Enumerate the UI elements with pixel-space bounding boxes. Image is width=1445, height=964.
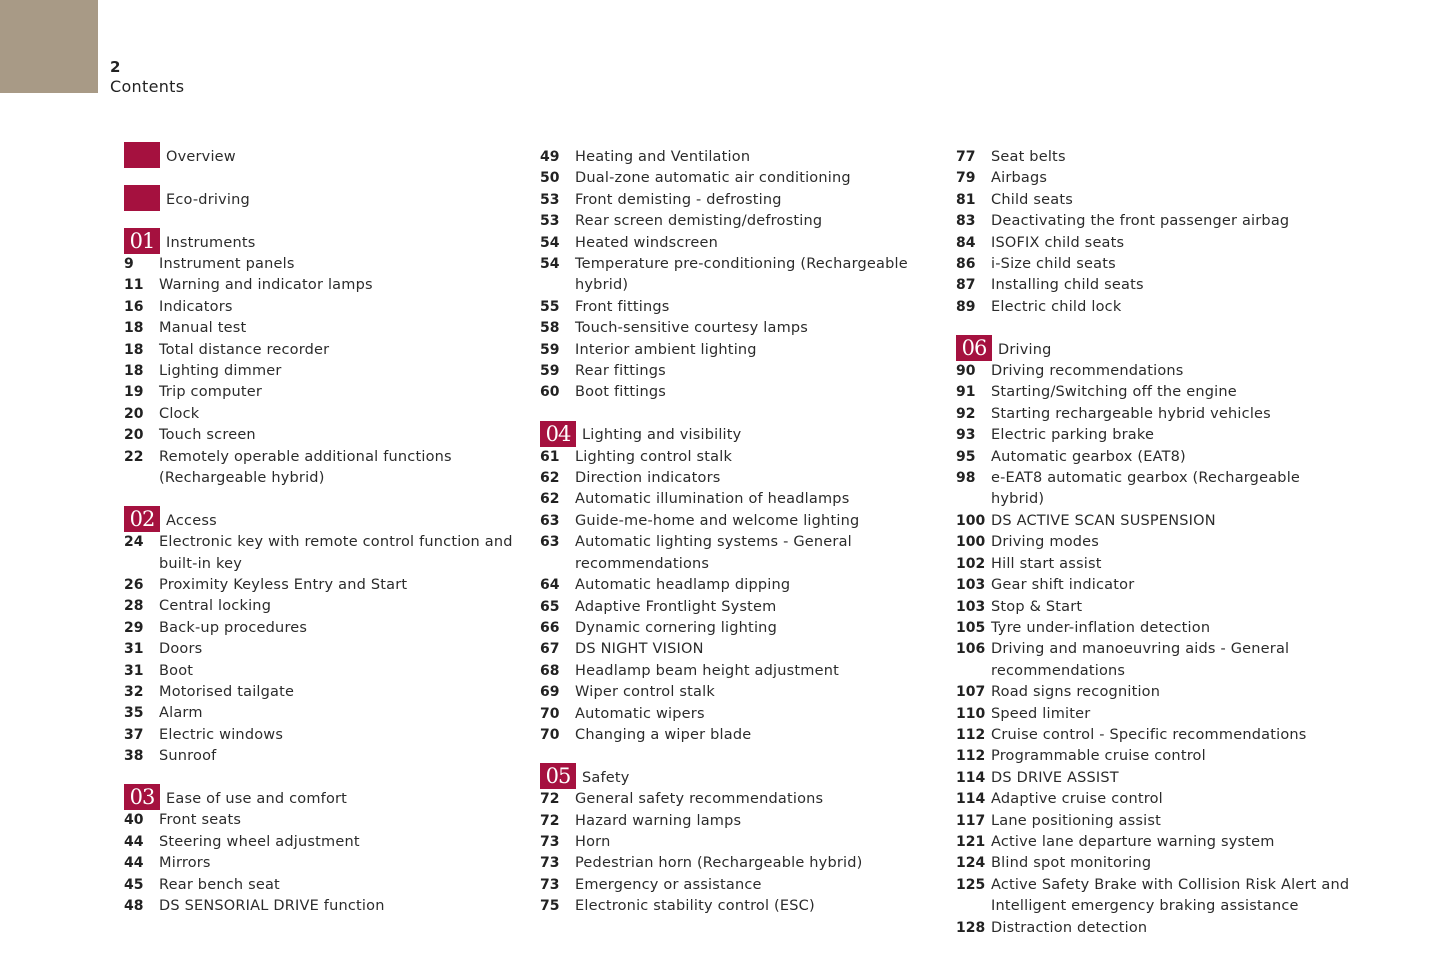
entry-page-number: 83 — [956, 213, 976, 230]
entry-page-number: 20 — [124, 427, 144, 444]
entry-title: Starting rechargeable hybrid vehicles — [991, 405, 1271, 422]
entry-title: Electric parking brake — [991, 427, 1155, 444]
entry-title: Adaptive Frontlight System — [575, 598, 777, 615]
toc-entry[interactable] — [124, 810, 524, 831]
toc-entry[interactable] — [124, 661, 524, 682]
entry-page-number: 95 — [956, 448, 976, 465]
toc-entry[interactable] — [124, 297, 524, 318]
section-heading[interactable] — [124, 147, 524, 168]
entry-title: Boot fittings — [575, 384, 667, 401]
entry-title: Road signs recognition — [991, 684, 1161, 701]
entry-title: Indicators — [159, 298, 233, 315]
entry-title: Deactivating the front passenger airbag — [991, 213, 1290, 230]
entry-title: Steering wheel adjustment — [159, 833, 360, 850]
toc-entry[interactable] — [540, 811, 940, 832]
entry-page-number: 70 — [540, 726, 560, 743]
section-heading[interactable] — [956, 336, 1356, 361]
chapter-badge — [124, 185, 160, 211]
entry-title: Horn — [575, 833, 611, 850]
entry-title: Front fittings — [575, 298, 670, 315]
entry-page-number: 37 — [124, 726, 144, 743]
toc-entry[interactable] — [956, 597, 1356, 618]
toc-entry[interactable] — [956, 190, 1356, 211]
entry-page-number: 40 — [124, 812, 144, 829]
entry-title: Active Safety Brake with Collision Risk Alert and Intelligent emergency braking assistance — [991, 876, 1350, 915]
entry-title: Direction indicators — [575, 470, 721, 487]
entry-title: Trip computer — [159, 384, 263, 401]
toc-entry[interactable] — [124, 361, 524, 382]
entry-title: Changing a wiper blade — [575, 726, 752, 743]
entry-title: Driving modes — [991, 534, 1100, 551]
toc-entry[interactable] — [124, 875, 524, 896]
entry-title: Rear bench seat — [159, 876, 280, 893]
toc-entry[interactable] — [540, 190, 940, 211]
entry-title: Driving recommendations — [991, 363, 1184, 380]
toc-entry[interactable] — [540, 896, 940, 917]
page-title: Contents — [110, 77, 185, 96]
entry-title: Electronic key with remote control function and built-in key — [159, 534, 513, 572]
section-heading[interactable] — [124, 228, 524, 254]
entry-page-number: 121 — [956, 833, 986, 850]
entry-page-number: 70 — [540, 705, 560, 722]
entry-page-number: 65 — [540, 598, 560, 615]
entry-page-number: 73 — [540, 876, 560, 893]
toc-entry[interactable] — [124, 447, 524, 490]
entry-page-number: 110 — [956, 705, 986, 722]
entry-title: Cruise control - Specific recommendations — [991, 726, 1307, 743]
section-spacer — [540, 404, 940, 425]
entry-title: Warning and indicator lamps — [159, 277, 373, 294]
toc-entry[interactable] — [540, 575, 940, 596]
entry-page-number: 32 — [124, 684, 144, 701]
toc-entry[interactable] — [540, 340, 940, 361]
entry-page-number: 100 — [956, 534, 986, 551]
entry-page-number: 128 — [956, 919, 986, 936]
toc-entry[interactable] — [956, 468, 1356, 511]
entry-page-number: 53 — [540, 213, 560, 230]
entry-title: Automatic wipers — [575, 705, 705, 722]
toc-entry[interactable] — [540, 704, 940, 725]
toc-entry[interactable] — [540, 361, 940, 382]
toc-entry[interactable] — [956, 704, 1356, 725]
toc-entry[interactable] — [540, 511, 940, 532]
entry-title: Stop & Start — [991, 598, 1083, 615]
entry-title: Installing child seats — [991, 277, 1144, 294]
entry-page-number: 20 — [124, 405, 144, 422]
chapter-badge: 05 — [540, 763, 576, 789]
entry-page-number: 112 — [956, 748, 986, 765]
toc-entry[interactable] — [124, 340, 524, 361]
entry-page-number: 19 — [124, 384, 144, 401]
entry-title: Headlamp beam height adjustment — [575, 662, 840, 679]
entry-title: Dynamic cornering lighting — [575, 619, 777, 636]
entry-title: DS DRIVE ASSIST — [991, 769, 1119, 786]
toc-entry[interactable] — [124, 254, 524, 275]
toc-entry[interactable] — [956, 511, 1356, 532]
entry-title: Mirrors — [159, 855, 211, 872]
entry-title: Rear screen demisting/defrosting — [575, 213, 823, 230]
section-title: Lighting and visibility — [582, 427, 742, 444]
entry-page-number: 107 — [956, 684, 986, 701]
entry-page-number: 89 — [956, 298, 976, 315]
section-heading[interactable] — [540, 764, 940, 789]
entry-page-number: 72 — [540, 812, 560, 829]
section-heading[interactable] — [124, 190, 524, 211]
toc-entry[interactable] — [956, 275, 1356, 296]
entry-title: Emergency or assistance — [575, 876, 762, 893]
toc-entry[interactable] — [956, 618, 1356, 639]
section-title: Ease of use and comfort — [166, 791, 348, 808]
toc-entry[interactable] — [124, 618, 524, 639]
toc-entry[interactable] — [956, 554, 1356, 575]
entry-page-number: 38 — [124, 748, 144, 765]
entry-title: Lighting control stalk — [575, 448, 733, 465]
entry-title: Speed limiter — [991, 705, 1091, 722]
entry-title: Clock — [159, 405, 200, 422]
page-number: 2 — [110, 58, 121, 76]
toc-entry[interactable] — [956, 211, 1356, 232]
chapter-badge: 02 — [124, 506, 160, 532]
chapter-badge: 03 — [124, 784, 160, 810]
chapter-badge — [124, 142, 160, 168]
toc-entry[interactable] — [540, 661, 940, 682]
toc-entry[interactable] — [540, 297, 940, 318]
entry-page-number: 124 — [956, 855, 986, 872]
entry-title: Hazard warning lamps — [575, 812, 742, 829]
entry-page-number: 90 — [956, 363, 976, 380]
entry-page-number: 79 — [956, 170, 976, 187]
entry-title: Electric windows — [159, 726, 284, 743]
entry-title: Instrument panels — [159, 255, 295, 272]
entry-title: e-EAT8 automatic gearbox (Rechargeable hybrid) — [991, 470, 1301, 508]
entry-page-number: 55 — [540, 298, 560, 315]
entry-title: Hill start assist — [991, 555, 1102, 572]
section-title: Eco-driving — [166, 191, 250, 208]
entry-title: Front demisting - defrosting — [575, 191, 782, 208]
entry-page-number: 72 — [540, 791, 560, 808]
entry-title: Pedestrian horn (Rechargeable hybrid) — [575, 855, 863, 872]
entry-page-number: 117 — [956, 812, 986, 829]
toc-entry[interactable] — [124, 725, 524, 746]
entry-title: DS NIGHT VISION — [575, 641, 704, 658]
entry-page-number: 114 — [956, 769, 986, 786]
toc-entry[interactable] — [540, 875, 940, 896]
entry-page-number: 22 — [124, 448, 144, 465]
entry-title: Automatic headlamp dipping — [575, 577, 791, 594]
entry-title: Rear fittings — [575, 363, 666, 380]
toc-entry[interactable] — [956, 447, 1356, 468]
toc-entry[interactable] — [540, 532, 940, 575]
entry-page-number: 112 — [956, 726, 986, 743]
entry-title: Sunroof — [159, 748, 217, 765]
entry-page-number: 54 — [540, 234, 560, 251]
entry-page-number: 31 — [124, 662, 144, 679]
entry-title: General safety recommendations — [575, 791, 824, 808]
toc-entry[interactable] — [956, 382, 1356, 403]
entry-page-number: 44 — [124, 833, 144, 850]
toc-entry[interactable] — [956, 425, 1356, 446]
toc-entry[interactable] — [540, 618, 940, 639]
entry-page-number: 11 — [124, 277, 144, 294]
toc-entry[interactable] — [956, 168, 1356, 189]
entry-title: Driving and manoeuvring aids - General recommendations — [991, 641, 1290, 679]
entry-title: Tyre under-inflation detection — [991, 619, 1211, 636]
section-title: Overview — [166, 148, 236, 165]
entry-title: Touch screen — [159, 427, 256, 444]
section-spacer — [124, 168, 524, 189]
section-spacer — [956, 318, 1356, 339]
toc-entry[interactable] — [124, 682, 524, 703]
entry-title: Gear shift indicator — [991, 577, 1135, 594]
entry-page-number: 31 — [124, 641, 144, 658]
contents-column-3 — [956, 147, 1356, 939]
entry-page-number: 59 — [540, 341, 560, 358]
toc-entry[interactable] — [124, 746, 524, 767]
entry-title: Front seats — [159, 812, 242, 829]
toc-entry[interactable] — [956, 875, 1356, 918]
entry-page-number: 103 — [956, 598, 986, 615]
entry-page-number: 87 — [956, 277, 976, 294]
chapter-badge: 06 — [956, 335, 992, 361]
toc-entry[interactable] — [956, 233, 1356, 254]
toc-entry[interactable] — [540, 597, 940, 618]
entry-page-number: 61 — [540, 448, 560, 465]
entry-page-number: 73 — [540, 855, 560, 872]
toc-entry[interactable] — [124, 832, 524, 853]
entry-page-number: 50 — [540, 170, 560, 187]
entry-page-number: 24 — [124, 534, 144, 551]
entry-page-number: 26 — [124, 577, 144, 594]
entry-page-number: 98 — [956, 470, 976, 487]
toc-entry[interactable] — [956, 147, 1356, 168]
entry-page-number: 102 — [956, 555, 986, 572]
entry-page-number: 62 — [540, 470, 560, 487]
entry-title: Guide-me-home and welcome lighting — [575, 512, 860, 529]
entry-page-number: 73 — [540, 833, 560, 850]
entry-page-number: 44 — [124, 855, 144, 872]
entry-page-number: 35 — [124, 705, 144, 722]
toc-entry[interactable] — [956, 768, 1356, 789]
entry-page-number: 60 — [540, 384, 560, 401]
toc-entry[interactable] — [956, 575, 1356, 596]
toc-entry[interactable] — [540, 233, 940, 254]
toc-entry[interactable] — [124, 532, 524, 575]
entry-page-number: 58 — [540, 320, 560, 337]
entry-page-number: 18 — [124, 341, 144, 358]
entry-title: Boot — [159, 662, 194, 679]
toc-entry[interactable] — [124, 703, 524, 724]
toc-entry[interactable] — [540, 639, 940, 660]
section-spacer — [124, 211, 524, 232]
section-spacer — [540, 746, 940, 767]
entry-title: Temperature pre-conditioning (Rechargeable hybrid) — [575, 256, 908, 294]
entry-page-number: 9 — [124, 255, 134, 272]
entry-page-number: 45 — [124, 876, 144, 893]
entry-title: Total distance recorder — [159, 341, 330, 358]
toc-entry[interactable] — [540, 725, 940, 746]
entry-page-number: 84 — [956, 234, 976, 251]
entry-page-number: 67 — [540, 641, 560, 658]
section-title: Driving — [998, 341, 1052, 358]
entry-title: Adaptive cruise control — [991, 791, 1163, 808]
entry-page-number: 77 — [956, 149, 976, 165]
entry-page-number: 92 — [956, 405, 976, 422]
entry-title: Dual-zone automatic air conditioning — [575, 170, 851, 187]
toc-entry[interactable] — [540, 789, 940, 810]
contents-column-2 — [540, 147, 940, 918]
toc-entry[interactable] — [956, 532, 1356, 553]
entry-title: Active lane departure warning system — [991, 833, 1275, 850]
entry-page-number: 59 — [540, 363, 560, 380]
entry-title: Lane positioning assist — [991, 812, 1162, 829]
entry-title: Back-up procedures — [159, 619, 308, 636]
toc-entry[interactable] — [540, 254, 940, 297]
toc-entry[interactable] — [540, 211, 940, 232]
entry-page-number: 100 — [956, 512, 986, 529]
toc-entry[interactable] — [540, 147, 940, 168]
entry-title: Central locking — [159, 598, 272, 615]
entry-title: Starting/Switching off the engine — [991, 384, 1237, 401]
toc-entry[interactable] — [124, 275, 524, 296]
toc-entry[interactable] — [540, 853, 940, 874]
entry-page-number: 53 — [540, 191, 560, 208]
entry-page-number: 68 — [540, 662, 560, 679]
toc-entry[interactable] — [540, 832, 940, 853]
entry-page-number: 81 — [956, 191, 976, 208]
toc-entry[interactable] — [124, 575, 524, 596]
toc-entry[interactable] — [956, 297, 1356, 318]
toc-entry[interactable] — [124, 318, 524, 339]
toc-entry[interactable] — [540, 447, 940, 468]
toc-entry[interactable] — [956, 789, 1356, 810]
toc-entry[interactable] — [956, 832, 1356, 853]
entry-title: Distraction detection — [991, 919, 1148, 936]
entry-title: Automatic gearbox (EAT8) — [991, 448, 1186, 465]
entry-title: Interior ambient lighting — [575, 341, 757, 358]
entry-title: Electric child lock — [991, 298, 1122, 315]
toc-entry[interactable] — [124, 382, 524, 403]
entry-title: Wiper control stalk — [575, 684, 715, 701]
entry-title: Heated windscreen — [575, 234, 719, 251]
toc-entry[interactable] — [124, 404, 524, 425]
entry-title: Automatic lighting systems - General recommendations — [575, 534, 852, 572]
entry-title: Blind spot monitoring — [991, 855, 1152, 872]
toc-entry[interactable] — [124, 425, 524, 446]
toc-entry[interactable] — [540, 489, 940, 510]
contents-column-1 — [124, 147, 524, 917]
entry-title: Remotely operable additional functions (Rechargeable hybrid) — [159, 448, 452, 487]
toc-entry[interactable] — [540, 168, 940, 189]
section-heading[interactable] — [540, 421, 940, 446]
toc-entry[interactable] — [540, 468, 940, 489]
entry-page-number: 64 — [540, 577, 560, 594]
entry-title: Manual test — [159, 320, 247, 337]
entry-page-number: 66 — [540, 619, 560, 636]
entry-page-number: 114 — [956, 791, 986, 808]
entry-title: Doors — [159, 641, 203, 658]
toc-entry[interactable] — [956, 853, 1356, 874]
toc-entry[interactable] — [124, 896, 524, 917]
toc-entry[interactable] — [956, 746, 1356, 767]
entry-page-number: 63 — [540, 512, 560, 529]
entry-title: ISOFIX child seats — [991, 234, 1125, 251]
entry-page-number: 18 — [124, 362, 144, 379]
toc-entry[interactable] — [956, 725, 1356, 746]
entry-title: Electronic stability control (ESC) — [575, 898, 815, 915]
entry-title: Automatic illumination of headlamps — [575, 491, 850, 508]
entry-title: i-Size child seats — [991, 256, 1116, 273]
toc-entry[interactable] — [956, 682, 1356, 703]
entry-title: Alarm — [159, 705, 203, 722]
entry-title: Proximity Keyless Entry and Start — [159, 577, 408, 594]
entry-page-number: 125 — [956, 876, 986, 893]
section-heading[interactable] — [124, 785, 524, 810]
entry-page-number: 48 — [124, 898, 144, 915]
chapter-badge: 01 — [124, 228, 160, 254]
entry-page-number: 63 — [540, 534, 560, 551]
toc-entry[interactable] — [540, 682, 940, 703]
toc-entry[interactable] — [124, 596, 524, 617]
entry-page-number: 49 — [540, 149, 560, 165]
toc-entry[interactable] — [956, 404, 1356, 425]
entry-title: Motorised tailgate — [159, 684, 295, 701]
entry-title: Lighting dimmer — [159, 362, 282, 379]
entry-page-number: 16 — [124, 298, 144, 315]
entry-page-number: 105 — [956, 619, 986, 636]
entry-page-number: 106 — [956, 641, 986, 658]
entry-page-number: 103 — [956, 577, 986, 594]
entry-page-number: 18 — [124, 320, 144, 337]
toc-entry[interactable] — [540, 318, 940, 339]
entry-page-number: 62 — [540, 491, 560, 508]
toc-entry[interactable] — [956, 361, 1356, 382]
entry-page-number: 29 — [124, 619, 144, 636]
section-title: Access — [166, 512, 217, 529]
toc-entry[interactable] — [124, 853, 524, 874]
section-title: Safety — [582, 769, 630, 786]
toc-entry[interactable] — [956, 811, 1356, 832]
entry-page-number: 93 — [956, 427, 976, 444]
toc-entry[interactable] — [956, 639, 1356, 682]
entry-title: Programmable cruise control — [991, 748, 1206, 765]
entry-title: Heating and Ventilation — [575, 149, 751, 165]
entry-page-number: 69 — [540, 684, 560, 701]
section-spacer — [124, 489, 524, 510]
section-title: Instruments — [166, 234, 256, 251]
entry-page-number: 91 — [956, 384, 976, 401]
entry-title: Seat belts — [991, 149, 1066, 165]
entry-title: Touch-sensitive courtesy lamps — [575, 320, 809, 337]
entry-title: DS ACTIVE SCAN SUSPENSION — [991, 512, 1216, 529]
entry-title: DS SENSORIAL DRIVE function — [159, 898, 385, 915]
toc-entry[interactable] — [540, 382, 940, 403]
entry-title: Child seats — [991, 191, 1073, 208]
chapter-badge: 04 — [540, 421, 576, 447]
section-spacer — [124, 768, 524, 789]
toc-entry[interactable] — [124, 639, 524, 660]
entry-page-number: 75 — [540, 898, 560, 915]
toc-entry[interactable] — [956, 918, 1356, 939]
section-heading[interactable] — [124, 507, 524, 532]
entry-title: Airbags — [991, 170, 1048, 187]
toc-entry[interactable] — [956, 254, 1356, 275]
corner-color-block — [0, 0, 98, 93]
entry-page-number: 54 — [540, 256, 560, 273]
entry-page-number: 28 — [124, 598, 144, 615]
entry-page-number: 86 — [956, 256, 976, 273]
